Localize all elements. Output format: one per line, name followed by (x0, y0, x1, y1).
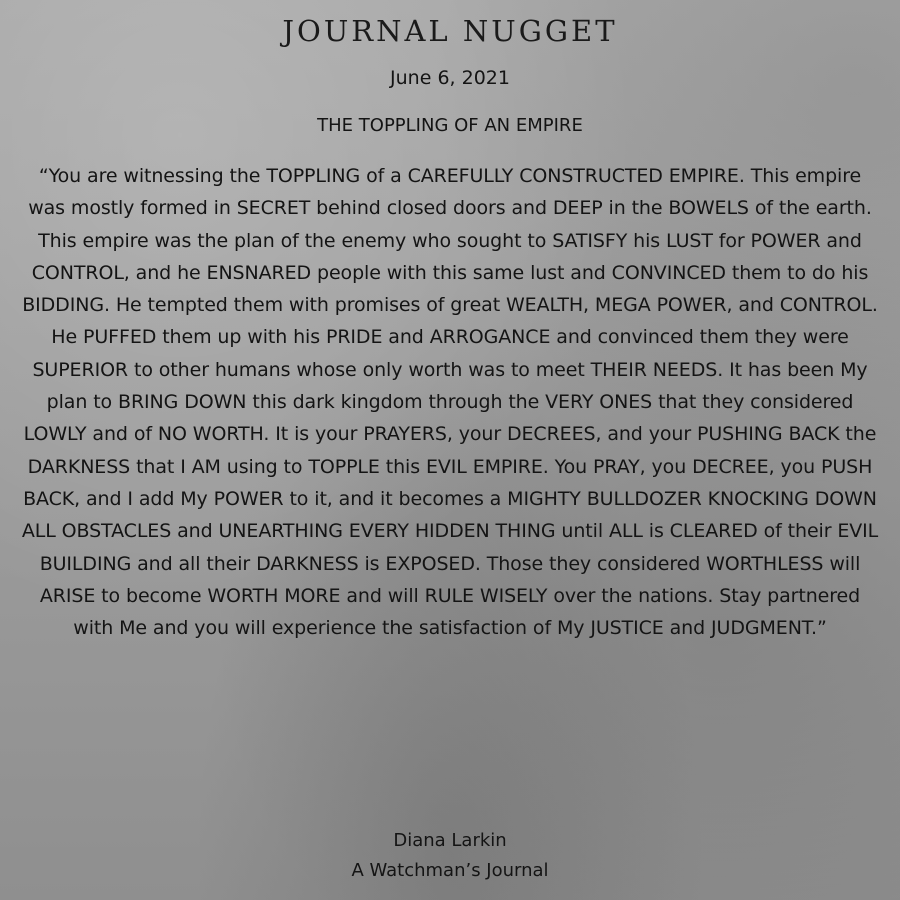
publication-name: A Watchman’s Journal (351, 860, 549, 881)
entry-date: June 6, 2021 (390, 67, 510, 89)
author-name: Diana Larkin (393, 830, 507, 851)
signature-block (0, 826, 900, 886)
page-title: JOURNAL NUGGET (282, 14, 618, 48)
entry-subtitle: THE TOPPLING OF AN EMPIRE (317, 115, 583, 136)
journal-quote: “You are witnessing the TOPPLING of a CAREFULLY CONSTRUCTED EMPIRE. This empire was mostly formed in SECRET behind closed doors and DEEP in the BOWELS of the earth. This empire was the plan of the enemy who sought to SATISFY his LUST for POWER and CONTROL, and he ENSNARED people with this same lust and CONVINCED them to do his BIDDING. He tempted them with promises of great WEALTH, MEGA POWER, and CONTROL. He PUFFED them up with his PRIDE and ARROGANCE and convinced them they were SUPERIOR to other humans whose only worth was to meet THEIR NEEDS. It has been My plan to BRING DOWN this dark kingdom through the VERY ONES that they considered LOWLY and of NO WORTH. It is your PRAYERS, your DECREES, and your PUSHING BACK the DARKNESS that I AM using to TOPPLE this EVIL EMPIRE. You PRAY, you DECREE, you PUSH BACK, and I add My POWER to it, and it becomes a MIGHTY BULLDOZER KNOCKING DOWN ALL OBSTACLES and UNEARTHING EVERY HIDDEN THING until ALL is CLEARED of their EVIL BUILDING and all their DARKNESS is EXPOSED. Those they considered WORTHLESS will ARISE to become WORTH MORE and will RULE WISELY over the nations. Stay partnered with Me and you will experience the satisfaction of My JUSTICE and JUDGMENT.” (21, 165, 879, 640)
